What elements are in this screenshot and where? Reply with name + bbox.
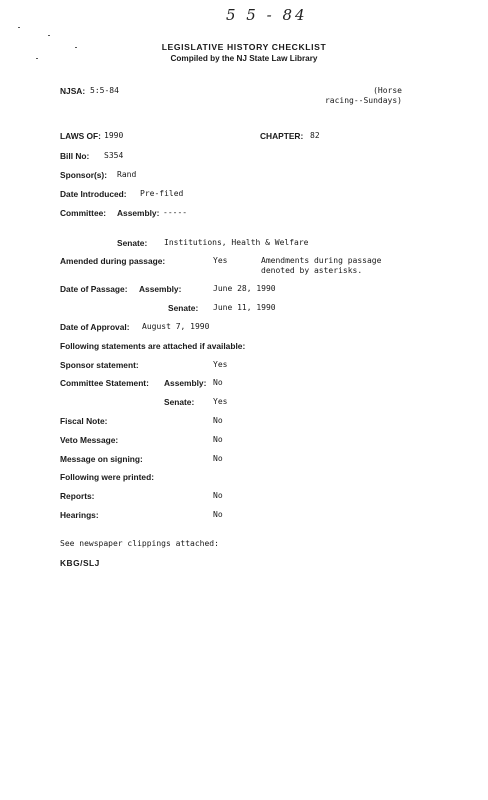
njsa-label: NJSA: <box>60 86 86 96</box>
committee-assembly-label: Assembly: <box>117 208 160 218</box>
chapter-value: 82 <box>310 131 320 140</box>
committee-statement-assembly-value: No <box>213 378 223 387</box>
veto-message-value: No <box>213 435 223 444</box>
sponsor-statement-value: Yes <box>213 360 228 369</box>
date-of-approval-label: Date of Approval: <box>60 322 130 332</box>
committee-senate-value: Institutions, Health & Welfare <box>164 238 309 247</box>
message-on-signing-label: Message on signing: <box>60 454 143 464</box>
amended-note-line1: Amendments during passage <box>261 256 382 265</box>
reports-label: Reports: <box>60 491 95 501</box>
clippings-note: See newspaper clippings attached: <box>60 539 219 548</box>
bill-no-label: Bill No: <box>60 151 90 161</box>
committee-statement-assembly-label: Assembly: <box>164 378 207 388</box>
date-of-passage-label: Date of Passage: <box>60 284 128 294</box>
bill-no-value: S354 <box>104 151 124 160</box>
printed-heading: Following were printed: <box>60 472 154 482</box>
date-introduced-label: Date Introduced: <box>60 189 127 199</box>
date-of-approval-value: August 7, 1990 <box>142 322 210 331</box>
chapter-label: CHAPTER: <box>260 131 304 141</box>
amended-note-line2: denoted by asterisks. <box>261 266 363 275</box>
date-introduced-value: Pre-filed <box>140 189 184 198</box>
initials: KBG/SLJ <box>60 558 100 568</box>
passage-assembly-label: Assembly: <box>139 284 182 294</box>
passage-senate-value: June 11, 1990 <box>213 303 276 312</box>
amended-value: Yes <box>213 256 228 265</box>
fiscal-note-label: Fiscal Note: <box>60 416 108 426</box>
statements-heading: Following statements are attached if available: <box>60 341 246 351</box>
committee-assembly-value: ----- <box>163 208 188 217</box>
handwritten-number: 5 5 - 84 <box>226 6 308 24</box>
sponsors-value: Rand <box>117 170 137 179</box>
checklist-subtitle: Compiled by the NJ State Law Library <box>170 54 318 63</box>
laws-of-value: 1990 <box>104 131 124 140</box>
sponsor-statement-label: Sponsor statement: <box>60 360 139 370</box>
checklist-title: LEGISLATIVE HISTORY CHECKLIST <box>161 42 327 52</box>
passage-senate-label: Senate: <box>168 303 199 313</box>
hearings-value: No <box>213 510 223 519</box>
njsa-note-line1: (Horse <box>373 86 402 95</box>
amended-label: Amended during passage: <box>60 256 166 266</box>
reports-value: No <box>213 491 223 500</box>
passage-assembly-value: June 28, 1990 <box>213 284 276 293</box>
fiscal-note-value: No <box>213 416 223 425</box>
committee-statement-senate-value: Yes <box>213 397 228 406</box>
njsa-value: 5:5-84 <box>90 86 119 95</box>
message-on-signing-value: No <box>213 454 223 463</box>
scan-speck <box>18 27 20 28</box>
sponsors-label: Sponsor(s): <box>60 170 107 180</box>
veto-message-label: Veto Message: <box>60 435 119 445</box>
hearings-label: Hearings: <box>60 510 99 520</box>
committee-statement-label: Committee Statement: <box>60 378 149 388</box>
committee-label: Committee: <box>60 208 107 218</box>
scan-speck <box>48 35 50 36</box>
committee-statement-senate-label: Senate: <box>164 397 195 407</box>
laws-of-label: LAWS OF: <box>60 131 101 141</box>
njsa-note-line2: racing--Sundays) <box>324 96 402 105</box>
committee-senate-label: Senate: <box>117 238 148 248</box>
